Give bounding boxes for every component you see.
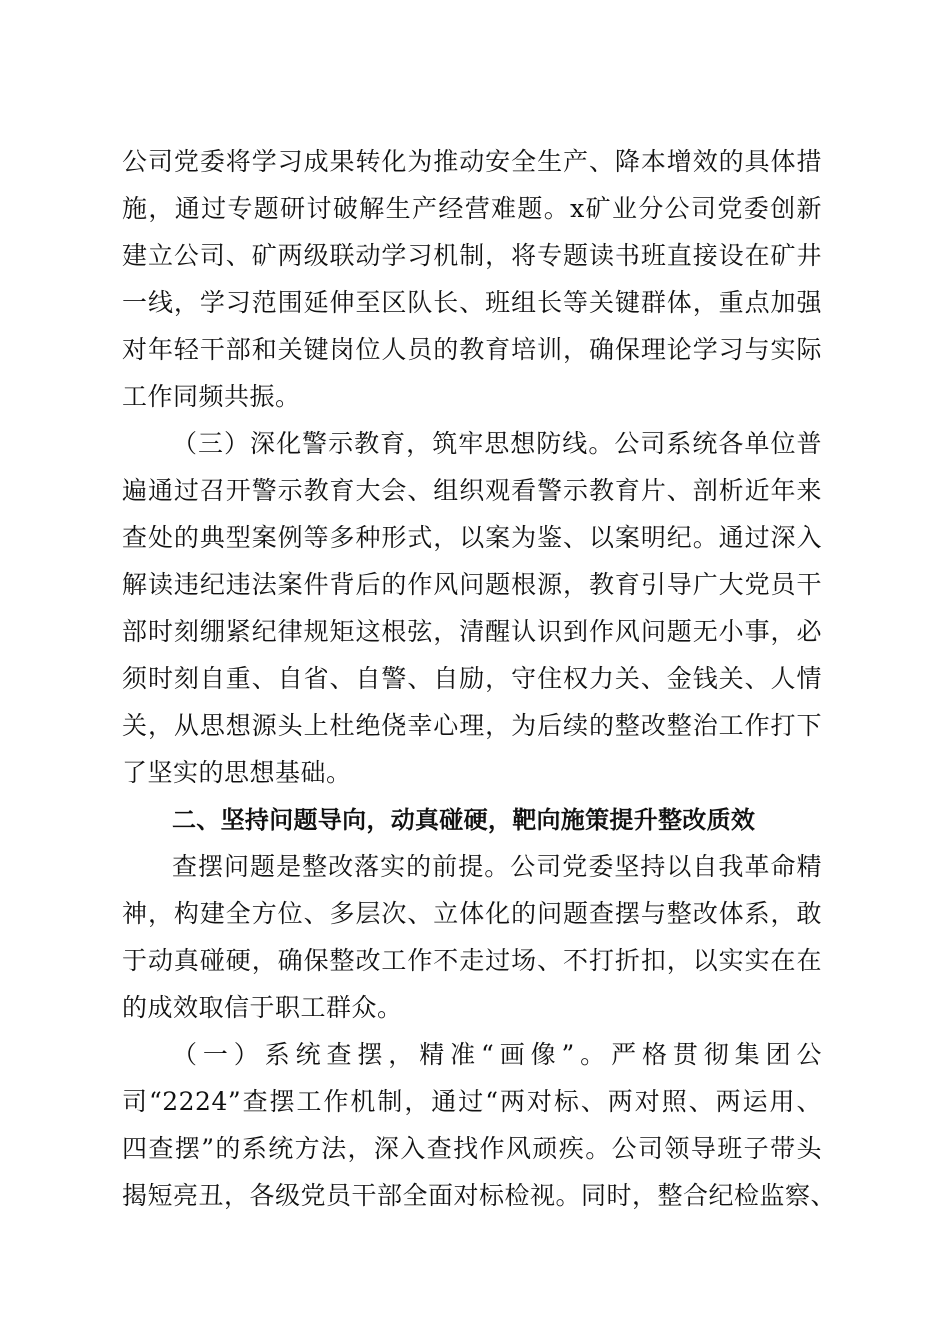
paragraph-line: 一线，学习范围延伸至区队长、班组长等关键群体，重点加强 bbox=[122, 288, 822, 317]
paragraph-line: 公司党委将学习成果转化为推动安全生产、降本增效的具体措 bbox=[122, 147, 822, 176]
paragraph-line: 揭短亮丑，各级党员干部全面对标检视。同时，整合纪检监察、 bbox=[122, 1181, 837, 1210]
paragraph-line: 须时刻自重、自省、自警、自励，守住权力关、金钱关、人情 bbox=[122, 664, 822, 693]
paragraph-line: 遍通过召开警示教育大会、组织观看警示教育片、剖析近年来 bbox=[122, 476, 822, 505]
paragraph-line: 建立公司、矿两级联动学习机制，将专题读书班直接设在矿井 bbox=[122, 241, 822, 270]
paragraph-line: 查摆问题是整改落实的前提。公司党委坚持以自我革命精 bbox=[172, 852, 822, 881]
paragraph-line: 查处的典型案例等多种形式，以案为鉴、以案明纪。通过深入 bbox=[122, 523, 822, 552]
paragraph-line: 部时刻绷紧纪律规矩这根弦，清醒认识到作风问题无小事，必 bbox=[122, 617, 822, 646]
paragraph-line: 的成效取信于职工群众。 bbox=[122, 993, 403, 1022]
paragraph-line: 神，构建全方位、多层次、立体化的问题查摆与整改体系，敢 bbox=[122, 899, 822, 928]
section-heading-three: （三）深化警示教育，筑牢思想防线。公司系统各单位普 bbox=[172, 429, 822, 458]
paragraph-line: 解读违纪违法案件背后的作风问题根源，教育引导广大党员干 bbox=[122, 570, 822, 599]
paragraph-line: 施，通过专题研讨破解生产经营难题。x矿业分公司党委创新 bbox=[122, 194, 822, 223]
paragraph-line: 关，从思想源头上杜绝侥幸心理，为后续的整改整治工作打下 bbox=[122, 711, 822, 740]
paragraph-line: 四查摆”的系统方法，深入查找作风顽疾。公司领导班子带头 bbox=[122, 1134, 822, 1163]
section-heading-one: （一）系统查摆，精准“画像”。严格贯彻集团公 bbox=[172, 1040, 822, 1069]
paragraph-line: 对年轻干部和关键岗位人员的教育培训，确保理论学习与实际 bbox=[122, 335, 822, 364]
paragraph-line: 司“2224”查摆工作机制，通过“两对标、两对照、两运用、 bbox=[122, 1087, 822, 1116]
paragraph-line: 工作同频共振。 bbox=[122, 382, 301, 411]
paragraph-line: 于动真碰硬，确保整改工作不走过场、不打折扣，以实实在在 bbox=[122, 946, 822, 975]
section-title-two: 二、坚持问题导向，动真碰硬，靶向施策提升整改质效 bbox=[172, 806, 756, 834]
paragraph-line: 了坚实的思想基础。 bbox=[122, 758, 352, 787]
